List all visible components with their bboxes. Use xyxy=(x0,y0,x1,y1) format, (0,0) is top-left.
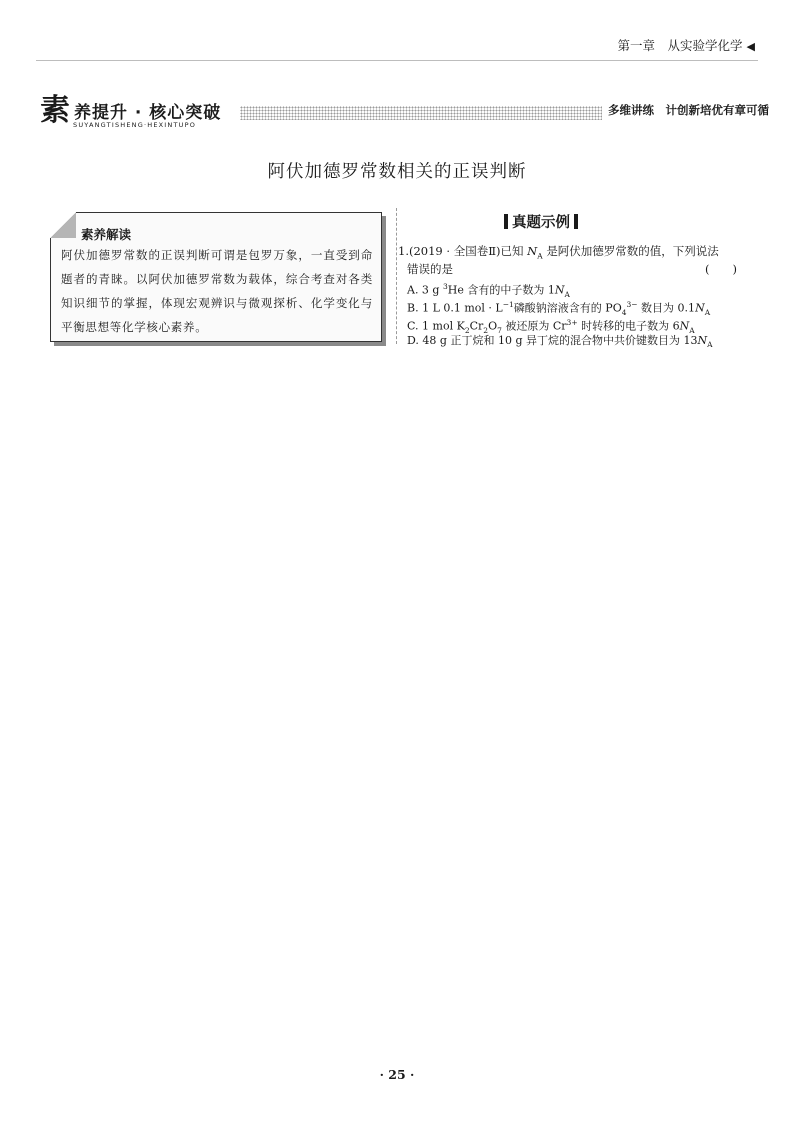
option-text: B. 1 L 0.1 mol · L xyxy=(407,301,503,315)
exam-heading-label: 真题示例 xyxy=(512,215,570,231)
banner-motto: 多维讲练 计创新培优有章可循 xyxy=(608,103,769,117)
option-text: O xyxy=(488,319,498,333)
ion-charge: 3+ xyxy=(566,318,578,327)
avogadro-subscript: A xyxy=(689,325,695,335)
option-text: A. 3 g xyxy=(407,283,443,297)
option-text: He 含有的中子数为 1 xyxy=(447,283,555,297)
option-text: D. 48 g 正丁烷和 10 g 异丁烷的混合物中共价键数目为 13 xyxy=(407,334,698,347)
banner-dot-pattern xyxy=(240,106,602,120)
option-text: 被还原为 Cr xyxy=(501,319,567,333)
question-number: 1. xyxy=(398,244,409,258)
avogadro-subscript: A xyxy=(704,307,711,317)
avogadro-subscript: A xyxy=(707,340,713,350)
formula-subscript: 2 xyxy=(483,325,489,335)
avogadro-symbol: N xyxy=(679,319,690,333)
ion-charge: 3− xyxy=(626,300,638,309)
header-rule xyxy=(36,60,758,61)
question-source: (2019 · 全国卷Ⅱ) xyxy=(408,244,501,258)
column-divider xyxy=(396,208,397,344)
question-stem-text: 已知 xyxy=(500,244,524,258)
banner-initial: 素 xyxy=(40,93,70,128)
avogadro-symbol: N xyxy=(527,244,538,258)
answer-blank: ( ) xyxy=(705,262,737,276)
question-stem-text: 是阿伏加德罗常数的值，下列说法 xyxy=(546,244,719,258)
option-text: Cr xyxy=(469,319,484,333)
exam-heading xyxy=(500,211,582,232)
avogadro-symbol: N xyxy=(697,334,708,347)
banner-pinyin: SUYANGTISHENG·HEXINTUPO xyxy=(73,121,197,129)
avogadro-symbol: N xyxy=(695,301,705,315)
double-bar-icon xyxy=(574,214,578,229)
core-literacy-label: 素养解读 xyxy=(81,227,132,242)
formula-subscript: 2 xyxy=(464,325,470,335)
mass-number: 3 xyxy=(442,282,448,291)
ion-subscript: 4 xyxy=(621,307,627,317)
formula-subscript: 7 xyxy=(497,325,502,335)
triangle-marker-icon: ◀ xyxy=(746,40,755,53)
avogadro-subscript: A xyxy=(564,289,570,299)
banner-title: 养提升 · 核心突破 xyxy=(74,103,222,123)
core-literacy-text: 阿伏加德罗常数的正误判断可谓是包罗万象，一直受到命题者的青睐。以阿伏加德罗常数为载体，综合考查对各类知识细节的掌握，体现宏观辨识与微观探析、化学变化与平衡思想等化学核心素养。 xyxy=(61,248,373,334)
option-text: 时转移的电子数为 6 xyxy=(577,319,680,333)
core-literacy-box xyxy=(50,212,382,342)
option-d xyxy=(407,332,713,354)
folded-corner-icon xyxy=(50,212,76,238)
chapter-title: 第一章 从实验学化学 xyxy=(617,38,743,53)
running-header xyxy=(560,36,755,56)
double-bar-icon xyxy=(504,214,508,229)
option-text: C. 1 mol K xyxy=(407,319,465,333)
option-text: 数目为 0.1 xyxy=(637,301,696,315)
question-stem-line2: 错误的是 xyxy=(407,262,453,276)
avogadro-symbol: N xyxy=(554,283,565,297)
section-banner xyxy=(40,93,769,134)
page-title: 阿伏加德罗常数相关的正误判断 xyxy=(267,162,527,182)
unit-exponent: −1 xyxy=(502,300,514,309)
avogadro-subscript: A xyxy=(537,251,543,261)
option-text: 磷酸钠溶液含有的 PO xyxy=(513,301,622,315)
page-number: · 25 · xyxy=(379,1067,415,1082)
